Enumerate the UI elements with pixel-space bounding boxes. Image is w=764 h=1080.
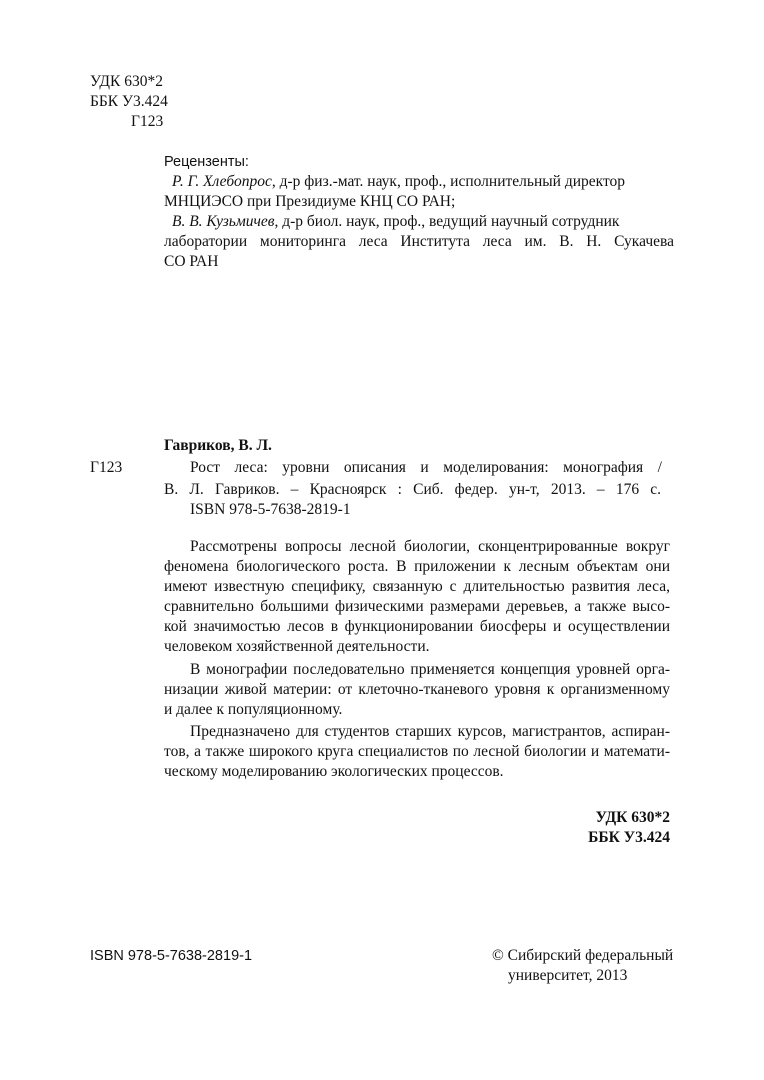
reviewer-1-line2: МНЦИЭСО при Президиуме КНЦ СО РАН; (164, 193, 456, 210)
catalog-isbn: ISBN 978-5-7638-2819-1 (190, 501, 351, 518)
copyright-line2: университет, 2013 (508, 967, 628, 984)
footer-bbk-code: ББК У3.424 (588, 829, 670, 846)
abstract-p1-line3: имеют известную специфику, связанную с длительностью развития леса, (164, 578, 670, 595)
abstract-p3-line2: тов, а также широкого круга специалистов по лесной биологии и математи- (164, 743, 670, 760)
author-heading: Гавриков, В. Л. (164, 437, 272, 454)
abstract-p1-line6: человеком хозяйственной деятельности. (164, 638, 430, 655)
bottom-isbn: ISBN 978-5-7638-2819-1 (90, 948, 253, 964)
reviewer-1-name: Р. Г. Хлебопрос (172, 173, 272, 190)
reviewer-1-credentials: , д-р физ.-мат. наук, проф., исполнительный директор (271, 173, 626, 190)
udk-code: УДК 630*2 (90, 73, 163, 90)
reviewers-heading: Рецензенты: (164, 154, 249, 170)
abstract-p1-line2: феномена биологического роста. В приложении к лесным объектам они (164, 558, 670, 575)
footer-udk-code: УДК 630*2 (595, 809, 670, 826)
author-sign: Г123 (131, 113, 164, 130)
catalog-title-line2: В. Л. Гавриков. – Красноярск : Сиб. федер. ун-т, 2013. – 176 с. (164, 481, 661, 498)
catalog-title-line1: Рост леса: уровни описания и моделирования: монография / (190, 459, 662, 476)
abstract-p2-line1: В монографии последовательно применяется концепция уровней орга- (190, 661, 670, 678)
copyright-line1: © Сибирский федеральный (492, 947, 674, 964)
catalog-sign: Г123 (90, 459, 123, 476)
abstract-p3-line1: Предназначено для студентов старших курсов, магистрантов, аспиран- (190, 723, 670, 740)
bbk-code: ББК У3.424 (90, 93, 168, 110)
abstract-p1-line1: Рассмотрены вопросы лесной биологии, сконцентрированные вокруг (190, 538, 670, 555)
reviewer-2-credentials: , д-р биол. наук, проф., ведущий научный сотрудник (274, 213, 620, 230)
reviewer-2-name: В. В. Кузьмичев (172, 213, 275, 230)
abstract-p3-line3: ческому моделированию экологических процессов. (164, 763, 504, 780)
abstract-p2-line3: и далее к популяционному. (164, 701, 343, 718)
abstract-p1-line5: кой значимостью лесов в функционировании биосферы и осуществлении (164, 618, 670, 635)
reviewer-2-line2: лаборатории мониторинга леса Института леса им. В. Н. Сукачева (164, 233, 674, 250)
reviewer-2-line1 (172, 212, 619, 232)
reviewer-2-line3: СО РАН (164, 253, 219, 270)
abstract-p2-line2: низации живой материи: от клеточно-тканевого уровня к организменному (164, 681, 670, 698)
reviewer-1-line1 (172, 172, 625, 192)
abstract-p1-line4: сравнительно большими физическими размерами деревьев, а также высо- (164, 598, 670, 615)
